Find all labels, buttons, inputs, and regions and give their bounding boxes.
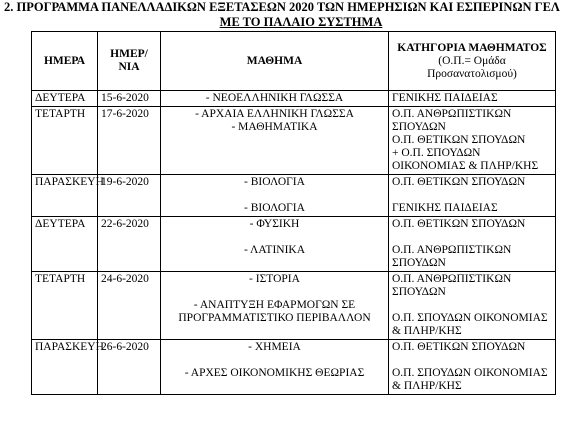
cell-subject [161, 340, 389, 395]
title-line-1: 2. ΠΡΟΓΡΑΜΜΑ ΠΑΝΕΛΛΑΔΙΚΩΝ ΕΞΕΤΑΣΕΩΝ 2020 ΤΩΝ ΗΜΕΡΗΣΙΩΝ ΚΑΙ ΕΣΠΕΡΙΝΩΝ ΓΕΛ [4, 0, 560, 14]
table-row [32, 217, 556, 272]
cell-category [389, 272, 556, 340]
cell-date: 17-6-2020 [98, 107, 161, 175]
cell-day: ΠΑΡΑΣΚΕΥΗ [32, 175, 98, 217]
table-row [32, 91, 556, 107]
cell-day: ΤΕΤΑΡΤΗ [32, 272, 98, 340]
table-row [32, 272, 556, 340]
header-category [389, 32, 556, 91]
category-2: Ο.Π. ΣΠΟΥΔΩΝ ΟΙΚΟΝΟΜΙΑΣ & ΠΛΗΡ/ΚΗΣ [392, 367, 548, 392]
cell-subject [161, 272, 389, 340]
cell-subject [161, 217, 389, 272]
subject-2: - ΜΑΘΗΜΑΤΙΚΑ [231, 121, 318, 133]
category-2: ΓΕΝΙΚΗΣ ΠΑΙΔΕΙΑΣ [392, 202, 498, 214]
header-category-note: (Ο.Π.= Ομάδα Προσανατολισμού) [427, 54, 517, 80]
cell-day: ΠΑΡΑΣΚΕΥΗ [32, 340, 98, 395]
cell-subject [161, 91, 389, 107]
cell-date: 26-6-2020 [98, 340, 161, 395]
cell-date: 22-6-2020 [98, 217, 161, 272]
header-day: ΗΜΕΡΑ [32, 32, 98, 91]
subject-1: - ΙΣΤΟΡΙΑ [249, 273, 300, 285]
category-1: Ο.Π. ΑΝΘΡΩΠΙΣΤΙΚΩΝ ΣΠΟΥΔΩΝ [392, 108, 512, 133]
subject-2: - ΒΙΟΛΟΓΙΑ [244, 202, 305, 214]
header-category-label: ΚΑΤΗΓΟΡΙΑ ΜΑΘΗΜΑΤΟΣ [397, 41, 547, 54]
category-3: + Ο.Π. ΣΠΟΥΔΩΝ ΟΙΚΟΝΟΜΙΑΣ & ΠΛΗΡ/ΚΗΣ [392, 147, 539, 172]
cell-day: ΤΕΤΑΡΤΗ [32, 107, 98, 175]
cell-day: ΔΕΥΤΕΡΑ [32, 217, 98, 272]
subject-2: - ΑΝΑΠΤΥΞΗ ΕΦΑΡΜΟΓΩΝ ΣΕ ΠΡΟΓΡΑΜΜΑΤΙΣΤΙΚΟ ΠΕΡΙΒΑΛΛΟΝ [178, 299, 371, 324]
subject-2: - ΛΑΤΙΝΙΚΑ [243, 244, 306, 256]
cell-subject [161, 107, 389, 175]
cell-day: ΔΕΥΤΕΡΑ [32, 91, 98, 107]
category-2: Ο.Π. ΑΝΘΡΩΠΙΣΤΙΚΩΝ ΣΠΟΥΔΩΝ [392, 244, 512, 269]
subject-1: - ΦΥΣΙΚΗ [249, 218, 300, 230]
document-title [0, 0, 572, 30]
table-row [32, 175, 556, 217]
table-row [32, 340, 556, 395]
cell-category [389, 107, 556, 175]
subject-1: - ΝΕΟΕΛΛΗΝΙΚΗ ΓΛΩΣΣΑ [205, 92, 344, 104]
subject-1: - ΒΙΟΛΟΓΙΑ [244, 176, 305, 188]
cell-date: 15-6-2020 [98, 91, 161, 107]
subject-1: - ΧΗΜΕΙΑ [248, 341, 301, 353]
cell-category [389, 175, 556, 217]
subject-2: - ΑΡΧΕΣ ΟΙΚΟΝΟΜΙΚΗΣ ΘΕΩΡΙΑΣ [184, 367, 365, 379]
cell-subject [161, 175, 389, 217]
category-1: ΓΕΝΙΚΗΣ ΠΑΙΔΕΙΑΣ [392, 92, 498, 104]
cell-category [389, 340, 556, 395]
table-row [32, 107, 556, 175]
cell-date: 19-6-2020 [98, 175, 161, 217]
exam-schedule-table [31, 31, 556, 395]
category-1: Ο.Π. ΘΕΤΙΚΩΝ ΣΠΟΥΔΩΝ [392, 176, 526, 188]
table-header-row [32, 32, 556, 91]
category-1: Ο.Π. ΘΕΤΙΚΩΝ ΣΠΟΥΔΩΝ [392, 218, 526, 230]
cell-date: 24-6-2020 [98, 272, 161, 340]
cell-category [389, 217, 556, 272]
category-1: Ο.Π. ΘΕΤΙΚΩΝ ΣΠΟΥΔΩΝ [392, 341, 526, 353]
cell-category [389, 91, 556, 107]
category-2: Ο.Π. ΣΠΟΥΔΩΝ ΟΙΚΟΝΟΜΙΑΣ & ΠΛΗΡ/ΚΗΣ [392, 312, 548, 337]
category-1: Ο.Π. ΑΝΘΡΩΠΙΣΤΙΚΩΝ ΣΠΟΥΔΩΝ [392, 273, 512, 298]
header-date: ΗΜΕΡ/ΝΙΑ [98, 32, 161, 91]
title-line-2: ΜΕ ΤΟ ΠΑΛΑΙΟ ΣΥΣΤΗΜΑ [219, 15, 383, 29]
category-2: Ο.Π. ΘΕΤΙΚΩΝ ΣΠΟΥΔΩΝ [392, 134, 526, 146]
subject-1: - ΑΡΧΑΙΑ ΕΛΛΗΝΙΚΗ ΓΛΩΣΣΑ [195, 108, 354, 120]
header-subject: ΜΑΘΗΜΑ [161, 32, 389, 91]
